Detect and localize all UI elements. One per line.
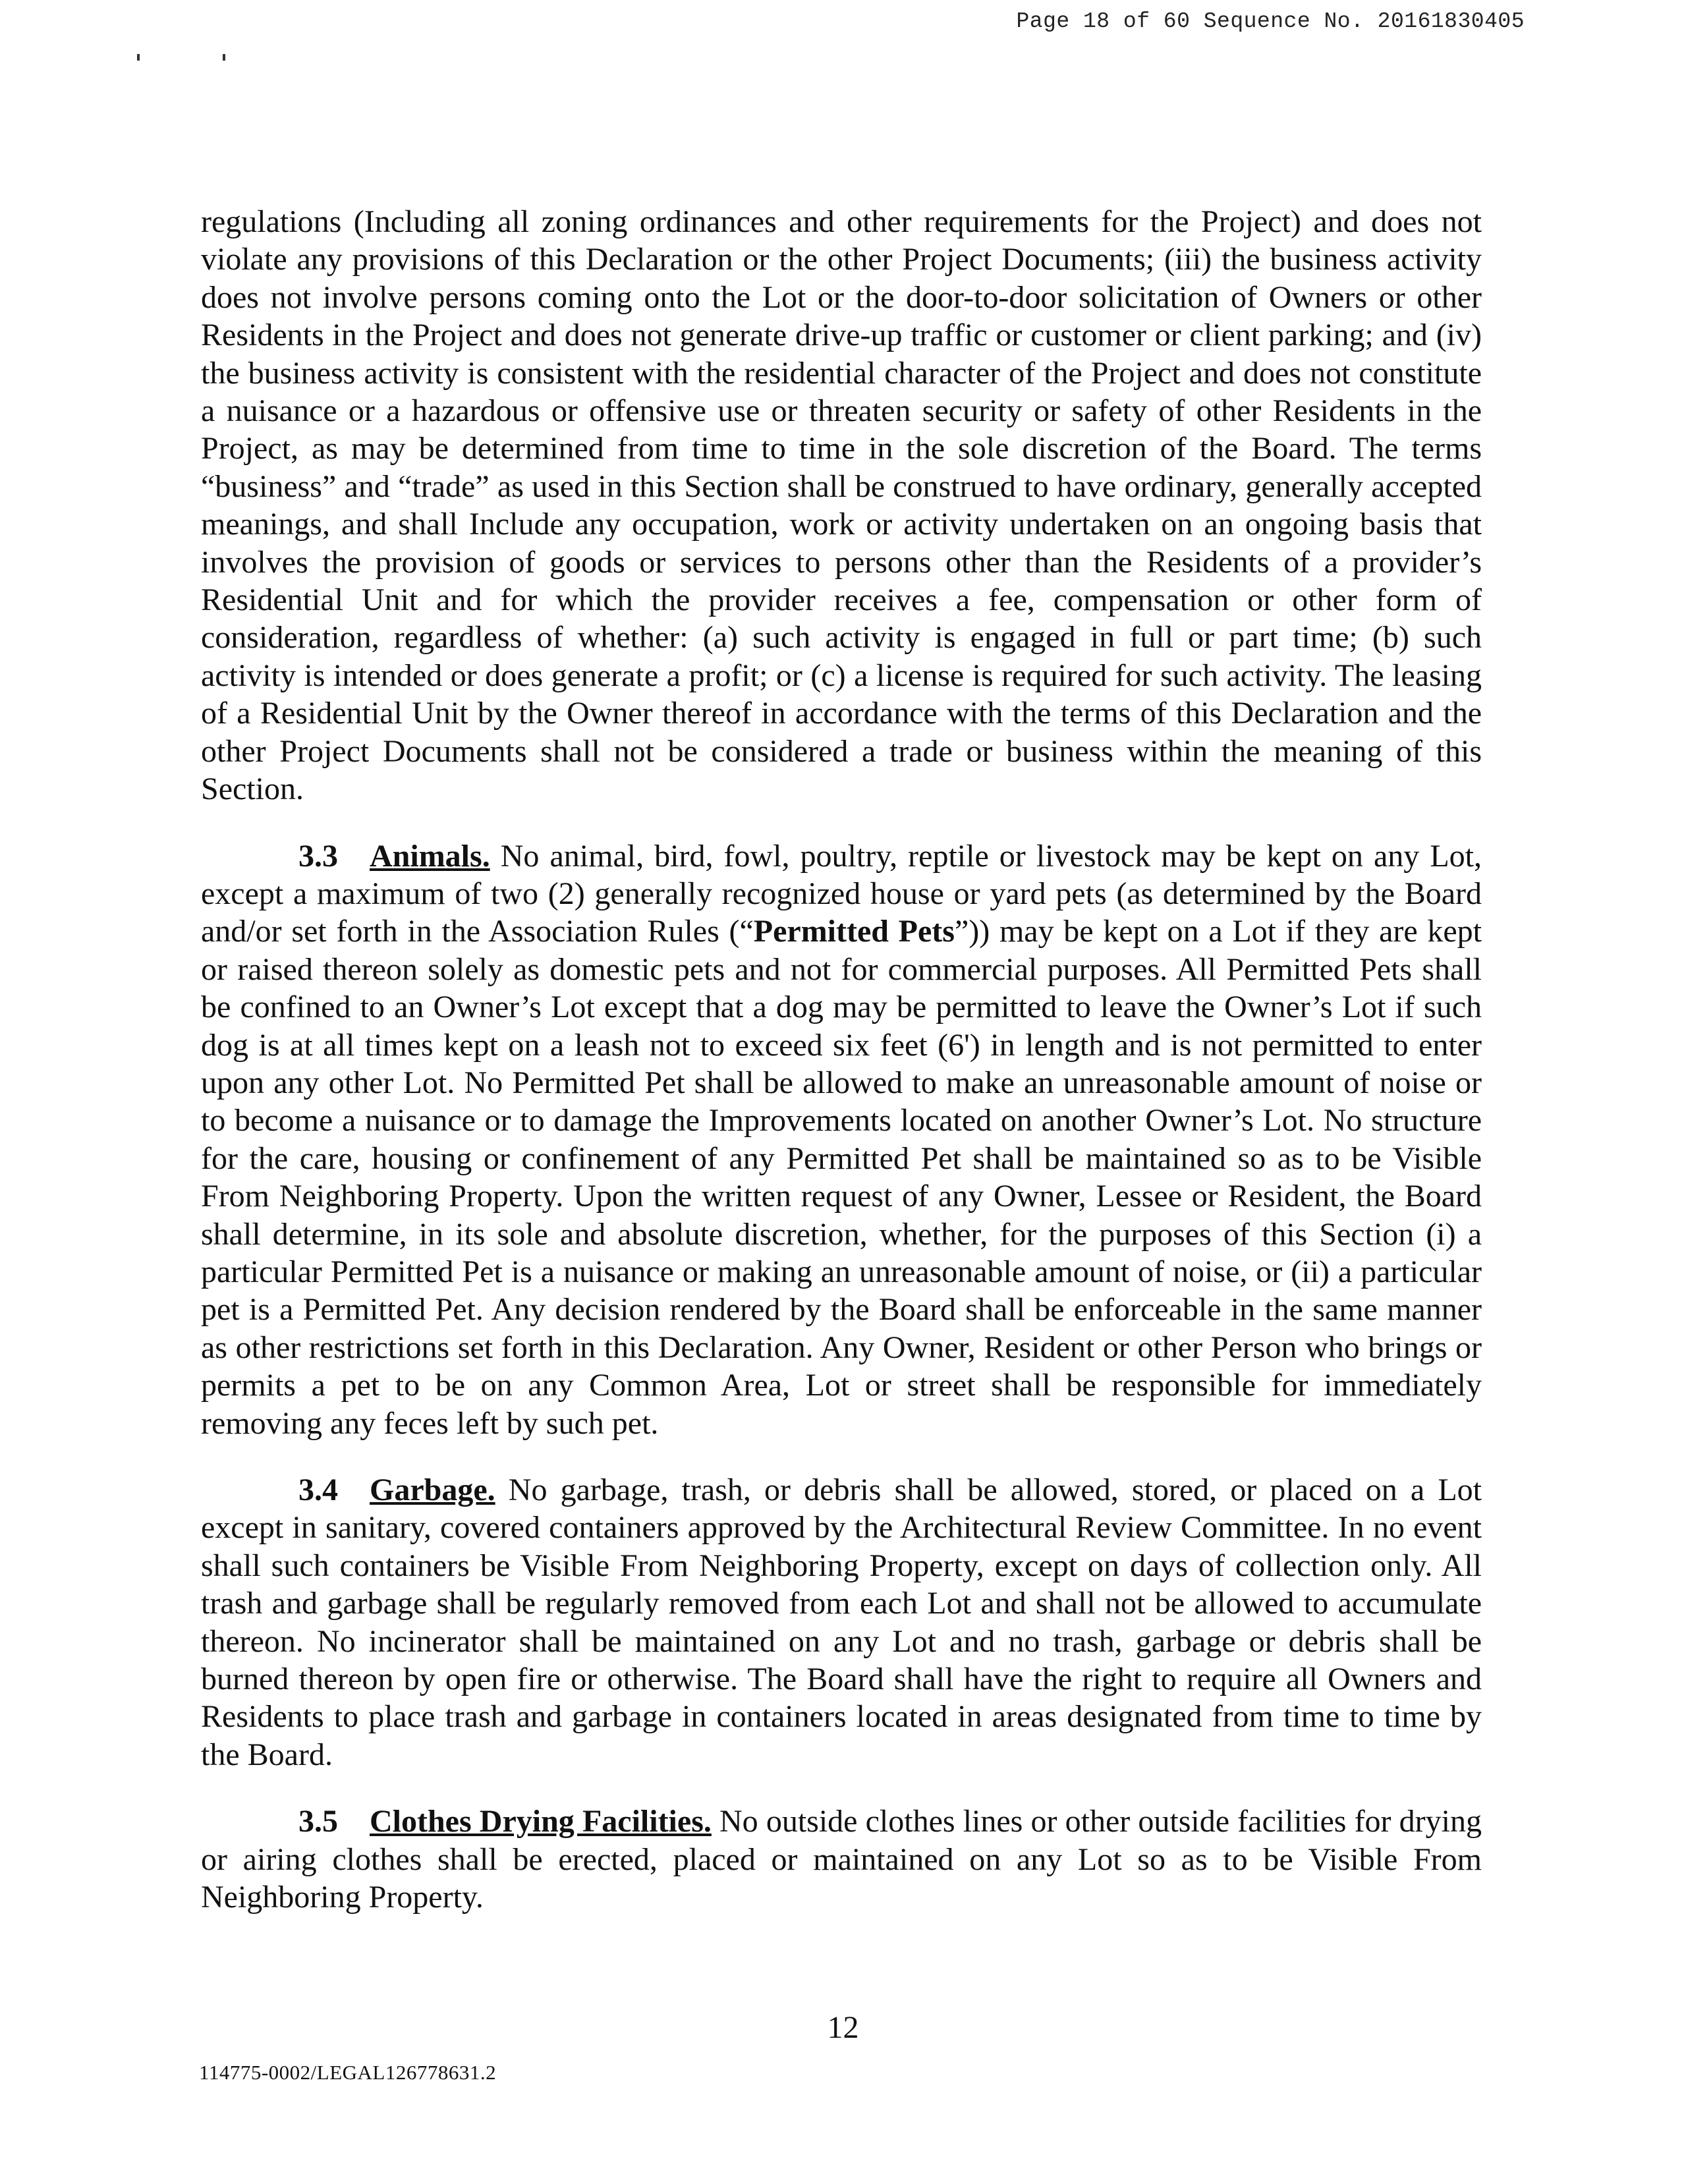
section-number: 3.5 xyxy=(298,1804,338,1839)
section-text: ”)) may be kept on a Lot if they are kept or raised thereon solely as domestic pets and not for commercial purposes. All Permitted Pets shall be confined to an Owner’s Lot except that a dog may be permitted to leave the Owner’s Lot if such dog is at all times kept on a leash not to exceed six feet (6') in length and is not permitted to enter upon any other Lot. No Permitted Pet shall be allowed to make an unreasonable amount of noise or to become a nuisance or to damage the Improvements located on another Owner’s Lot. No structure for the care, housing or confinement of any Permitted Pet shall be maintained so as to be Visible From Neighboring Property. Upon the written request of any Owner, Lessee or Resident, the Board shall determine, in its sole and absolute discretion, whether, for the purposes of this Section (i) a particular Permitted Pet is a nuisance or making an unreasonable amount of noise, or (ii) a particular pet is a Permitted Pet. Any decision rendered by the Board shall be enforceable in the same manner as other restrictions set forth in this Declaration. Any Owner, Resident or other Person who brings or permits a pet to be on any Common Area, Lot or street shall be responsible for immediately removing any feces left by such pet. xyxy=(201,914,1482,1441)
section-title: Clothes Drying Facilities. xyxy=(370,1804,712,1839)
section-3-3-animals xyxy=(201,837,1482,1443)
section-number: 3.3 xyxy=(298,838,338,874)
document-body xyxy=(201,203,1482,1916)
section-3-4-garbage xyxy=(201,1471,1482,1774)
scan-mark xyxy=(223,54,225,61)
section-text: No garbage, trash, or debris shall be allowed, stored, or placed on a Lot except in sanitary, covered containers approved by the Architectural Review Committee. In no event shall such containers be Visible From Neighboring Property, except on days of collection only. All trash and garbage shall be regularly removed from each Lot and shall not be allowed to accumulate thereon. No incinerator shall be maintained on any Lot and no trash, garbage or debris shall be burned thereon by open fire or otherwise. The Board shall have the right to require all Owners and Residents to place trash and garbage in containers located in areas designated from time to time by the Board. xyxy=(201,1472,1482,1772)
document-id: 114775-0002/LEGAL126778631.2 xyxy=(199,2061,497,2084)
scan-mark xyxy=(137,54,140,61)
section-text: No animal, bird, fowl, poultry, reptile or livestock may be kept on any Lot, except a maximum of two (2) generally recognized house or yard pets (as determined by the Board and/or set forth in the Association Rules (“ xyxy=(201,838,1482,949)
continuation-paragraph: regulations (Including all zoning ordinances and other requirements for the Project) and does not violate any provisions of this Declaration or the other Project Documents; (iii) the business activity does not involve persons coming onto the Lot or the door-to-door solicitation of Owners or other Residents in the Project and does not generate drive-up traffic or customer or client parking; and (iv) the business activity is consistent with the residential character of the Project and does not constitute a nuisance or a hazardous or offensive use or threaten security or safety of other Residents in the Project, as may be determined from time to time in the sole discretion of the Board. The terms “business” and “trade” as used in this Section shall be construed to have ordinary, generally accepted meanings, and shall Include any occupation, work or activity undertaken on an ongoing basis that involves the provision of goods or services to persons other than the Residents of a provider’s Residential Unit and for which the provider receives a fee, compensation or other form of consideration, regardless of whether: (a) such activity is engaged in full or part time; (b) such activity is intended or does generate a profit; or (c) a license is required for such activity. The leasing of a Residential Unit by the Owner thereof in accordance with the terms of this Declaration and the other Project Documents shall not be considered a trade or business within the meaning of this Section. xyxy=(201,204,1482,807)
section-title: Garbage. xyxy=(370,1472,495,1507)
defined-term: Permitted Pets xyxy=(753,914,955,949)
section-3-5-clothes-drying xyxy=(201,1803,1482,1916)
page-sequence-header: Page 18 of 60 Sequence No. 20161830405 xyxy=(1016,9,1525,34)
section-text: No outside clothes lines or other outside facilities for drying or airing clothes shall be erected, placed or maintained on any Lot so as to be Visible From Neighboring Property. xyxy=(201,1804,1482,1915)
page-number: 12 xyxy=(827,2010,859,2045)
section-number: 3.4 xyxy=(298,1472,338,1507)
section-title: Animals. xyxy=(370,838,490,874)
